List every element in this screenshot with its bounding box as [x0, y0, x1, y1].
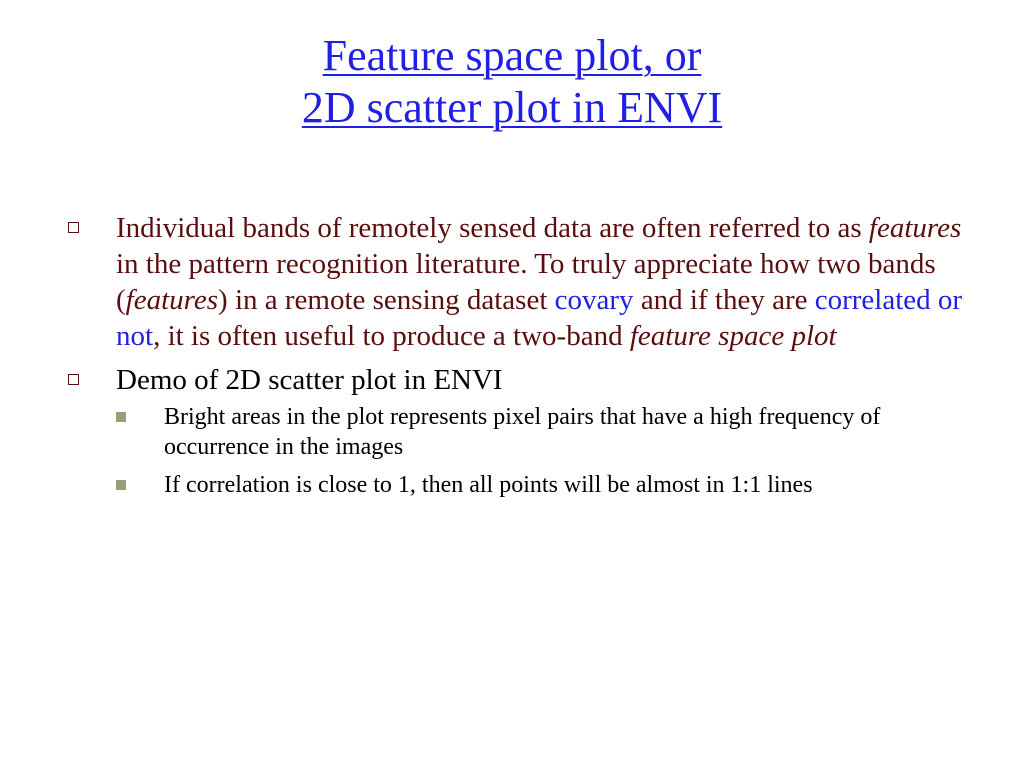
bullet-text: Demo of 2D scatter plot in ENVI	[116, 364, 503, 396]
bullet-text-italic: features	[125, 284, 219, 316]
bullet-text-segment: ) in a remote sensing dataset	[218, 284, 555, 316]
filled-square-icon	[116, 480, 126, 490]
hollow-square-icon	[68, 222, 79, 233]
highlight-correlated: correlated or not	[116, 284, 963, 352]
title-line-1: Feature space plot, or	[322, 31, 702, 80]
bullet-text-italic: feature space plot	[629, 320, 837, 352]
sub-bullet-item-1	[116, 402, 968, 462]
bullet-text-italic: features	[868, 212, 962, 244]
bullet-list	[68, 210, 968, 508]
sub-bullet-item-2	[116, 470, 968, 500]
bullet-text-segment: and if they are	[633, 284, 815, 316]
hollow-square-icon	[68, 374, 79, 385]
bullet-text-segment: , it is often useful to produce a two-band	[153, 320, 630, 352]
highlight-covary: covary	[554, 284, 634, 316]
slide-title	[0, 30, 1024, 134]
filled-square-icon	[116, 412, 126, 422]
bullet-item-1	[68, 210, 968, 354]
title-line-2: 2D scatter plot in ENVI	[301, 83, 723, 132]
sub-bullet-list	[116, 402, 968, 500]
sub-bullet-text: Bright areas in the plot represents pixel pairs that have a high frequency of occurrence in the images	[164, 404, 881, 460]
sub-bullet-text: If correlation is close to 1, then all points will be almost in 1:1 lines	[164, 472, 813, 498]
bullet-text-segment: Individual bands of remotely sensed data are often referred to as	[116, 212, 869, 244]
bullet-text-segment: in the pattern recognition literature. To truly appreciate how two bands (	[116, 248, 936, 316]
bullet-item-2	[68, 362, 968, 500]
